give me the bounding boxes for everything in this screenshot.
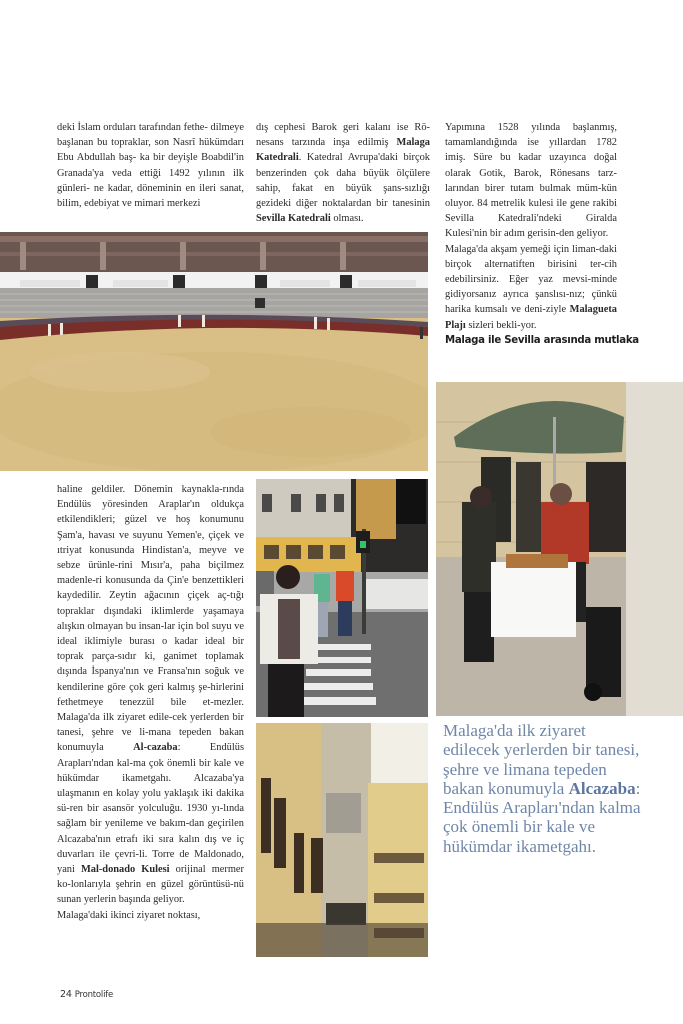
text: dış cephesi Barok geri kalanı ise Rö-nesans tarzında inşa edilmiş xyxy=(256,122,430,149)
paragraph xyxy=(256,120,430,226)
text-line: dilmeye başlanan bu topraklar, son xyxy=(57,122,244,149)
text: Malaga'da ilk ziyaret edilecek yerlerden bir tanesi, şehre ve limana tepeden bakan konumuyla xyxy=(443,721,640,798)
street-vendor-image xyxy=(436,382,683,716)
balcony-street-image xyxy=(256,723,428,957)
page-number: 24 xyxy=(60,989,72,1000)
text-line: deki İslam orduları tarafından fethe- xyxy=(57,122,208,133)
text-line: veda ettiği 1492 yılının ilk günleri- xyxy=(57,167,244,194)
page-footer xyxy=(60,989,113,1000)
pull-quote xyxy=(443,721,643,856)
bold-term-maldonado-kulesi: Mal-donado Kulesi xyxy=(80,864,170,876)
column-2-top xyxy=(256,120,430,226)
paragraph: Malaga'daki ikinci ziyaret noktası, xyxy=(57,909,201,921)
text-line: bilim, edebiyat ve mimari merkezi xyxy=(57,198,201,210)
column-3-top xyxy=(445,120,639,348)
text: : Endülüs Arapları'ndan kal-ma çok önemli bir kale ve hükümdar ikametgahı. Alcazaba'ya ulaşmanın en kolay yolu yaklaşık iki dakika sü-ren bir asansör yolculuğu. 1930 yı-lında sağlam bir yenileme ve bakım-dan geçirilen Alcazaba'nın etrafı iki sıra kalın dış ve iç duvarları ile çevri-li. Torre de Maldonado, yani xyxy=(57,742,244,876)
text: : Endülüs Arapları'ndan kalma çok önemli bir kale ve hükümdar ikametgahı. xyxy=(443,778,641,856)
bold-term-alcazaba: Al-cazaba xyxy=(133,742,178,754)
balcony-street-photo xyxy=(256,723,428,957)
subheading: Malaga ile Sevilla arasında mutlaka xyxy=(445,334,639,346)
street-crosswalk-photo xyxy=(256,479,428,717)
paragraph xyxy=(57,482,244,908)
text: . Katedral Avrupa'daki birçok benzerinden çok daha büyük ölçülere sahip, fakat en büyük şans-sızlığı gezideki diğer noktalardan bir tanesinin xyxy=(256,152,430,210)
text: orijinal mermer ko-lonlarıyla şehrin en güzel görüntüsü-nü sunan yerlerin başında geliyor. xyxy=(57,864,244,906)
paragraph xyxy=(57,120,244,211)
bullring-arena-photo xyxy=(0,232,428,471)
bullring-arena-image xyxy=(0,232,428,471)
street-vendor-umbrella-photo xyxy=(436,382,683,716)
paragraph: Yapımına 1528 yılında başlanmış, tamamlandığında ise yıllardan 1782 imiş. Süre bu kadar uzayınca doğal olarak Gotik, Barok, Rönesans tarz-larından birer tutam bulmak müm-kün oluyor. 84 metrelik kulesi ile gene rakibi Sevilla Katedrali'ndeki Giralda Kulesi'nin bir adım gerisin-den geliyor. xyxy=(445,122,617,240)
pull-quote-bold-alcazaba: Alcazaba xyxy=(568,778,636,798)
bold-term-malaga-katedrali: Malaga Katedrali xyxy=(256,137,430,164)
street-crosswalk-image xyxy=(256,479,428,717)
text: haline geldiler. Dönemin kaynakla-rında Endülüs yöresinden Araplar'ın oldukça etkilendikleri; güzel ve hoş konumunu Şam'a, havası ve suyunu Yemen'e, çiçek ve ıtriyat konusunda Hindistan'a, meyve ve sebze ürünle-rini Mısır'a, paha biçilmez madenle-ri konusunda da Çin'e benzettikleri kaydedilir. Zeytin ağacının çiçek aç-tığı topraklar dışındaki iklimlerde yaşamaya alışkın olmayan bu insan-lar için bol suyu ve ideal iklimiyle burası o kadar ideal bir toprak parça-sıdır ki, ganimet toplamak dışında İspanya'nın ve Fransa'nın soğuk ve kendilerine göre çok geri kalmış şe-hirlerini fethetmeye tenezzül bile et-mezler. Malaga'da ilk ziyaret edile-cek yerlerden bir tanesi, şehre ve li-mana tepeden bakan konumuyla xyxy=(57,484,244,754)
publication-name: Prontolife xyxy=(74,990,114,1000)
column-1-bottom xyxy=(57,482,244,923)
text-line: Nasrî hükümdarı Ebu Abdullah baş- xyxy=(57,137,245,164)
text-line: ne kadar, döneminin en ileri sanat, xyxy=(93,182,244,194)
text: olması. xyxy=(330,213,364,225)
column-1-top xyxy=(57,120,244,211)
text: sizleri bekli-yor. xyxy=(465,319,537,331)
text: Malaga'da akşam yemeği için liman-daki birçok alternatiften birisini ter-cih edebilirsiniz. Eğer yaz mevsi-minde gidiyorsanız ayrıca şanslısı-nız; çünkü harika kumsalı ve deni-ziyle xyxy=(445,243,617,316)
text-line: ka bir deyişle Boabdil'in Granada'ya xyxy=(57,152,245,179)
paragraph xyxy=(445,242,617,333)
bold-term-sevilla-katedrali: Sevilla Katedrali xyxy=(256,213,331,225)
bold-term-malagueta-plaji: Malagueta Plajı xyxy=(445,304,617,331)
